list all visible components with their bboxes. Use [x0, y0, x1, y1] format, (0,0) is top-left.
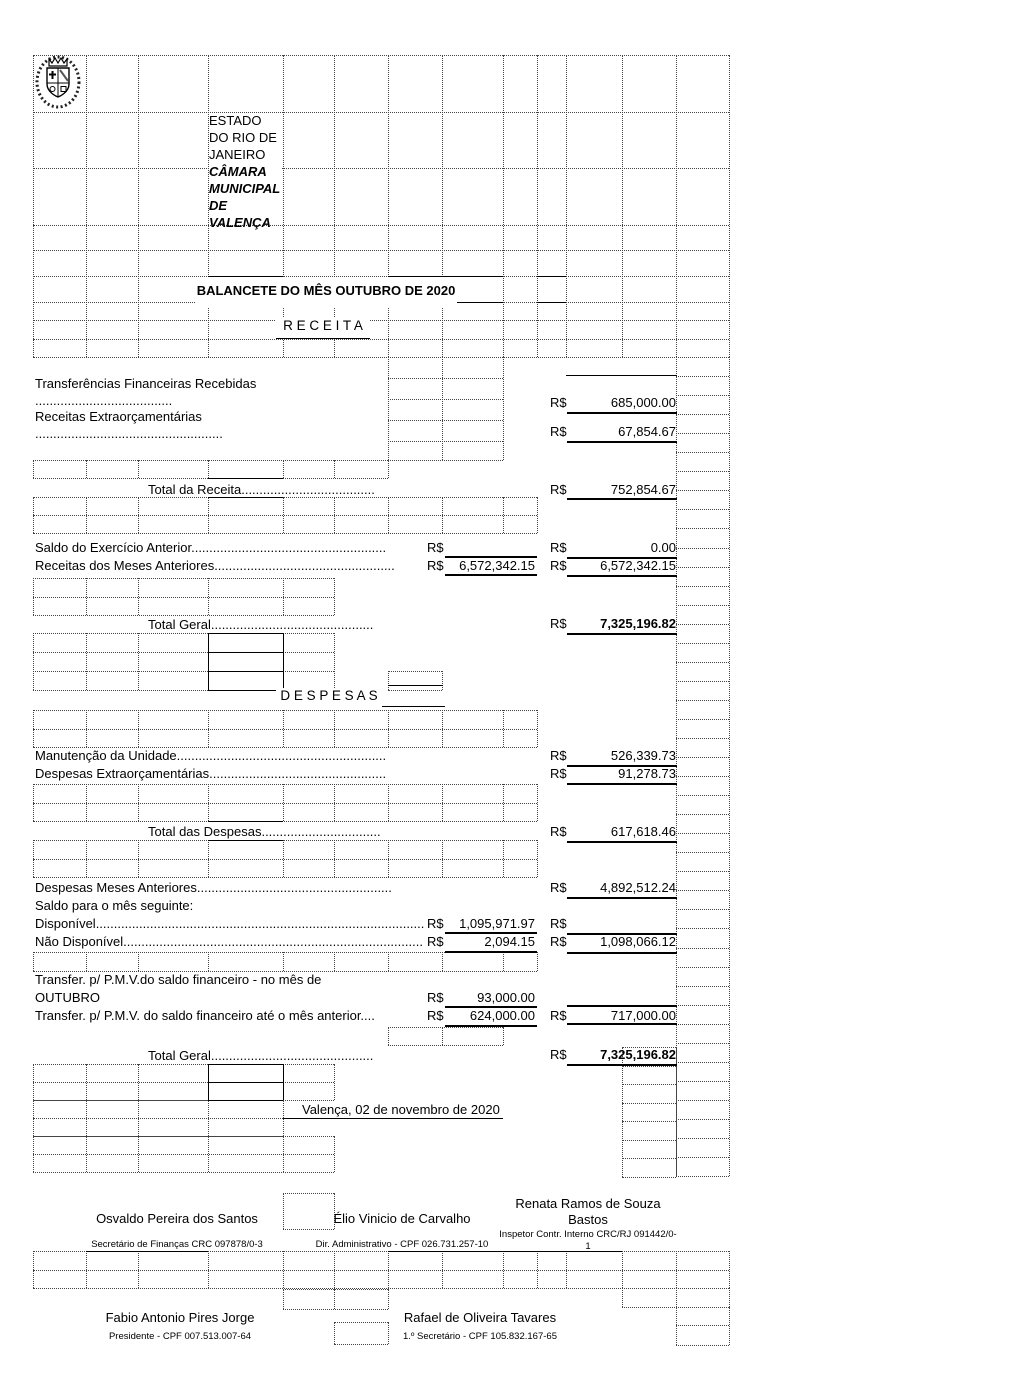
total-geral-receita-label: Total Geral............................................. [148, 617, 374, 632]
currency-despesas-anteriores: R$ [550, 880, 567, 895]
signature-role-fabio: Presidente - CPF 007.513.007-64 [108, 1331, 252, 1342]
signature-name-elio: Élio Vinicio de Carvalho [333, 1211, 471, 1226]
currency-total-despesas: R$ [550, 824, 567, 839]
nao-disponivel-value: 1,098,066.12 [600, 934, 676, 949]
currency-saldo-anterior-mid: R$ [427, 540, 444, 555]
currency-total-geral-despesas: R$ [550, 1047, 567, 1062]
nao-disponivel-mid-value: 2,094.15 [484, 934, 535, 949]
signature-role-rafael: 1.º Secretário - CPF 105.832.167-65 [403, 1331, 557, 1342]
signature-role-elio: Dir. Administrativo - CPF 026.731.257-10 [315, 1239, 489, 1250]
transfer-mes-label-line1: Transfer. p/ P.M.V.do saldo financeiro - no mês de [35, 972, 322, 987]
signature-name-renata-line1: Renata Ramos de Souza [515, 1196, 661, 1211]
currency-nao-disponivel: R$ [550, 934, 567, 949]
transfer-anterior-label: Transfer. p/ P.M.V. do saldo financeiro até o mês anterior.... [35, 1008, 375, 1023]
receitas-anteriores-value: 6,572,342.15 [600, 558, 676, 573]
state-name-line1: ESTADO [209, 113, 262, 128]
total-geral-receita-value: 7,325,196.82 [600, 616, 676, 631]
coat-of-arms-logo [34, 53, 82, 109]
total-despesas-value: 617,618.46 [610, 824, 676, 839]
receitas-anteriores-mid-value: 6,572,342.15 [459, 558, 535, 573]
total-receita-label: Total da Receita..................................... [148, 482, 375, 497]
saldo-seguinte-label: Saldo para o mês seguinte: [35, 898, 194, 913]
nao-disponivel-label: Não Disponível................................................................................... [35, 934, 423, 949]
state-name-line2: DO RIO DE [209, 130, 277, 145]
currency-total-geral-receita: R$ [550, 616, 567, 631]
receitas-extra-dots: .................................................... [35, 426, 223, 441]
signature-name-fabio: Fabio Antonio Pires Jorge [105, 1310, 255, 1325]
signature-role-osvaldo: Secretário de Finanças CRC 097878/0-3 [91, 1239, 263, 1250]
currency-manutencao: R$ [550, 748, 567, 763]
currency-receitas-extra: R$ [550, 424, 567, 439]
state-name-line3: JANEIRO [209, 147, 266, 162]
currency-transfer-anterior-mid: R$ [427, 1008, 444, 1023]
org-name-line2: MUNICIPAL [209, 181, 281, 196]
total-receita-value: 752,854.67 [610, 482, 676, 497]
despesas-anteriores-value: 4,892,512.24 [600, 880, 676, 895]
disponivel-mid-value: 1,095,971.97 [459, 916, 535, 931]
transfer-mes-mid-value: 93,000.00 [477, 990, 535, 1005]
transferencias-label: Transferências Financeiras Recebidas [35, 376, 257, 391]
date-line: Valença, 02 de novembro de 2020 [302, 1102, 500, 1117]
transfer-anterior-mid-value: 624,000.00 [469, 1008, 535, 1023]
transfer-mes-label-line2: OUTUBRO [35, 990, 100, 1005]
transferencias-value: 685,000.00 [610, 395, 676, 410]
receitas-extra-label: Receitas Extraorçamentárias [35, 409, 202, 424]
receitas-extra-value: 67,854.67 [618, 424, 676, 439]
saldo-anterior-value: 0.00 [650, 540, 676, 555]
currency-disponivel-mid: R$ [427, 916, 444, 931]
despesas-extra-value: 91,278.73 [618, 766, 676, 781]
currency-saldo-anterior: R$ [550, 540, 567, 555]
despesas-extra-label: Despesas Extraorçamentárias................................................. [35, 766, 387, 781]
currency-transferencias: R$ [550, 395, 567, 410]
transferencias-dots: ...................................... [35, 393, 173, 408]
signature-name-rafael: Rafael de Oliveira Tavares [403, 1310, 557, 1325]
manutencao-value: 526,339.73 [610, 748, 676, 763]
document-title: BALANCETE DO MÊS OUTUBRO DE 2020 [195, 277, 457, 307]
currency-total-receita: R$ [550, 482, 567, 497]
total-geral-despesas-value: 7,325,196.82 [600, 1047, 676, 1062]
disponivel-label: Disponível........................................................................................... [35, 916, 425, 931]
org-name-line1: CÂMARA [209, 164, 267, 179]
currency-disponivel: R$ [550, 916, 567, 931]
currency-receitas-anteriores-mid: R$ [427, 558, 444, 573]
manutencao-label: Manutenção da Unidade.......................................................... [35, 748, 387, 763]
receita-section-title: R E C E I T A [276, 318, 370, 339]
org-name-line3: DE [209, 198, 228, 213]
currency-transfer-mes-mid: R$ [427, 990, 444, 1005]
despesas-section-title: D E S P E S A S [276, 688, 382, 707]
signature-role-renata-line1: Inspetor Contr. Interno CRC/RJ 091442/0- [499, 1229, 677, 1240]
signature-role-renata-line2: 1 [585, 1241, 591, 1252]
currency-receitas-anteriores: R$ [550, 558, 567, 573]
signature-name-osvaldo: Osvaldo Pereira dos Santos [96, 1211, 258, 1226]
receitas-anteriores-label: Receitas dos Meses Anteriores.................................................. [35, 558, 395, 573]
org-name-line4: VALENÇA [209, 215, 271, 230]
despesas-anteriores-label: Despesas Meses Anteriores...................................................... [35, 880, 392, 895]
total-despesas-label: Total das Despesas................................. [148, 824, 381, 839]
signature-name-renata-line2: Bastos [568, 1212, 608, 1227]
currency-transfer-anterior: R$ [550, 1008, 567, 1023]
currency-nao-disponivel-mid: R$ [427, 934, 444, 949]
currency-despesas-extra: R$ [550, 766, 567, 781]
transfer-anterior-value: 717,000.00 [610, 1008, 676, 1023]
saldo-anterior-label: Saldo do Exercício Anterior...................................................... [35, 540, 387, 555]
total-geral-despesas-label: Total Geral............................................. [148, 1048, 374, 1063]
